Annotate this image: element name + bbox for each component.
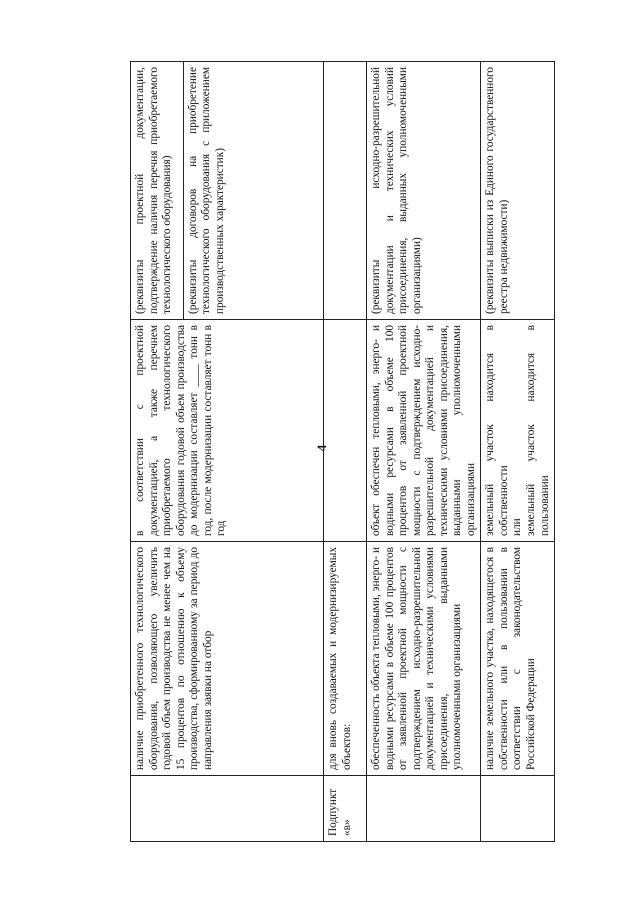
docs-cell — [324, 62, 367, 320]
row-label-cell — [481, 776, 555, 842]
row-label-cell — [367, 776, 481, 842]
docs-text: (реквизиты проектной документации, подтверждение наличия перечня приобретаемого технологического оборудования) — [134, 67, 174, 314]
rotated-table-container — [130, 62, 551, 842]
table-row — [131, 62, 324, 842]
value-cell — [324, 320, 367, 542]
value-cell: объект обеспечен тепловыми, энерго- и водными ресурсами в объеме 100 процентов от заявленной проектной мощности с подтверждением исходно-разрешительной документацией и техническими условиями присоединения, выданными уполномоченными организациями — [367, 320, 481, 542]
value-line: земельный участок находится в пользовании — [525, 325, 551, 536]
criterion-cell: наличие приобретенного технологического оборудования, позволяющего увеличить годовой объем производства не менее чем на 15 процентов по отношению к объему производства, сформированному за период до направления заявки на отбор — [131, 542, 324, 776]
table-row — [367, 62, 481, 842]
table-row — [481, 62, 555, 842]
criterion-cell: для вновь создаваемых и модернизируемых объектов: — [324, 542, 367, 776]
table-row — [324, 62, 367, 842]
value-line: или — [511, 518, 524, 536]
value-cell: в соответствии с проектной документацией, а также перечнем приобретаемого технологического оборудования годовой объем производства до модернизации составляет ____ тонн в год, после модернизации составляет тонн в год — [131, 320, 324, 542]
criterion-cell: обеспеченность объекта тепловыми, энерго- и водными ресурсами в объеме 100 процентов от заявленной проектной мощности с подтверждением исходно-разрешительной документацией и техническими условиями присоединения, выданными уполномоченными организациями — [367, 542, 481, 776]
criterion-cell: наличие земельного участка, находящегося в собственности или в пользовании в соответствии с законодательством Российской Федерации — [481, 542, 555, 776]
docs-cell: (реквизиты выписки из Единого государственного реестра недвижимости) — [481, 62, 555, 320]
criteria-table — [130, 61, 555, 842]
value-line: земельный участок находится в собственности — [484, 325, 510, 536]
page-number: 4 — [314, 444, 329, 452]
value-cell — [481, 320, 555, 542]
docs-cell — [131, 62, 324, 320]
row-label-cell: Подпункт «в» — [324, 776, 367, 842]
row-label-cell — [131, 776, 324, 842]
docs-text: (реквизиты договоров на приобретение технологического оборудования с приложением производственных характеристик) — [183, 62, 228, 319]
docs-cell: (реквизиты исходно-разрешительной документации и технических условий присоединения, выданных уполномоченными организациями) — [367, 62, 481, 320]
